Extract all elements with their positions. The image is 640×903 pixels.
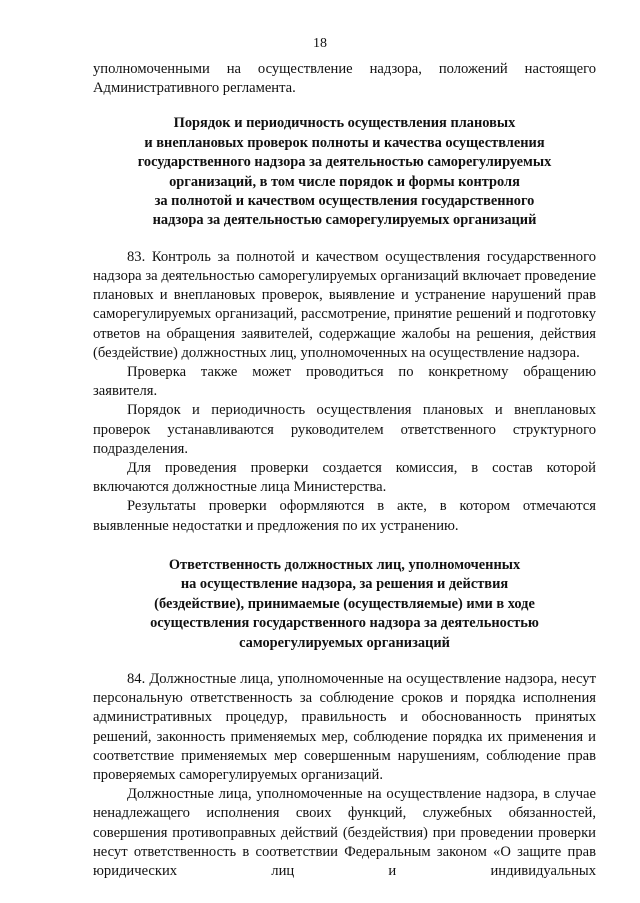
paragraph-inspection-commission: Для проведения проверки создается комиссия, в состав которой включаются должностные лица Министерства. xyxy=(93,460,596,496)
paragraph-83: 83. Контроль за полнотой и качеством осуществления государственного надзора за деятельностью саморегулируемых организаций включает проведение плановых и внеплановых проверок, выявление и устранение нарушений прав саморегулируемых организаций, рассмотрение, принятие решений и подготовку ответов на обращения заявителей, содержащие жалобы на решения, действия (бездействие) должностных лиц, уполномоченных на осуществление надзора. xyxy=(93,248,596,361)
heading-line: надзора за деятельностью саморегулируемых организаций xyxy=(152,212,537,229)
section-heading-inspection-control xyxy=(93,114,596,230)
heading-line: осуществления государственного надзора за деятельностью xyxy=(150,615,539,632)
paragraph-84: 84. Должностные лица, уполномоченные на осуществление надзора, несут персональную ответственность за соблюдение сроков и порядка исполнения административных процедур, правильность и обоснованность принятых решений, законность применяемых мер, соблюдение порядка их применения и соответствие применяемых мер совершенным нарушениям, соблюдение прав проверяемых саморегулируемых организаций. xyxy=(93,670,596,783)
page-number: 18 xyxy=(313,36,327,51)
heading-line: и внеплановых проверок полноты и качества осуществления xyxy=(144,134,545,151)
heading-line: за полнотой и качеством осуществления государственного xyxy=(154,193,535,210)
heading-line: Ответственность должностных лиц, уполномоченных xyxy=(168,556,521,573)
paragraph-inspection-results: Результаты проверки оформляются в акте, в котором отмечаются выявленные недостатки и предложения по их устранению. xyxy=(93,498,596,534)
paragraph-officials-liability: Должностные лица, уполномоченные на осуществление надзора, в случае ненадлежащего исполнения своих функций, служебных обязанностей, совершения противоправных действий (бездействия) при проведении проверки несут ответственность в соответствии Федеральным законом «О защите прав юридических лиц и индивидуальных xyxy=(93,786,596,879)
heading-line: организаций, в том числе порядок и формы контроля xyxy=(169,173,520,190)
heading-line: (бездействие), принимаемые (осуществляемые) ими в ходе xyxy=(154,595,535,612)
heading-line: Порядок и периодичность осуществления плановых xyxy=(173,115,516,132)
page-content xyxy=(93,60,596,881)
section-heading-officials-responsibility xyxy=(93,556,596,653)
paragraph-inspection-by-request: Проверка также может проводиться по конкретному обращению заявителя. xyxy=(93,364,596,400)
heading-line: саморегулируемых организаций xyxy=(239,634,450,651)
heading-line: на осуществление надзора, за решения и действия xyxy=(180,576,509,593)
paragraph-inspection-periodicity: Порядок и периодичность осуществления плановых и внеплановых проверок устанавливаются руководителем ответственного структурного подразделения. xyxy=(93,402,596,457)
intro-paragraph: уполномоченными на осуществление надзора, положений настоящего Административного регламента. xyxy=(93,61,596,97)
heading-line: государственного надзора за деятельностью саморегулируемых xyxy=(137,154,552,171)
